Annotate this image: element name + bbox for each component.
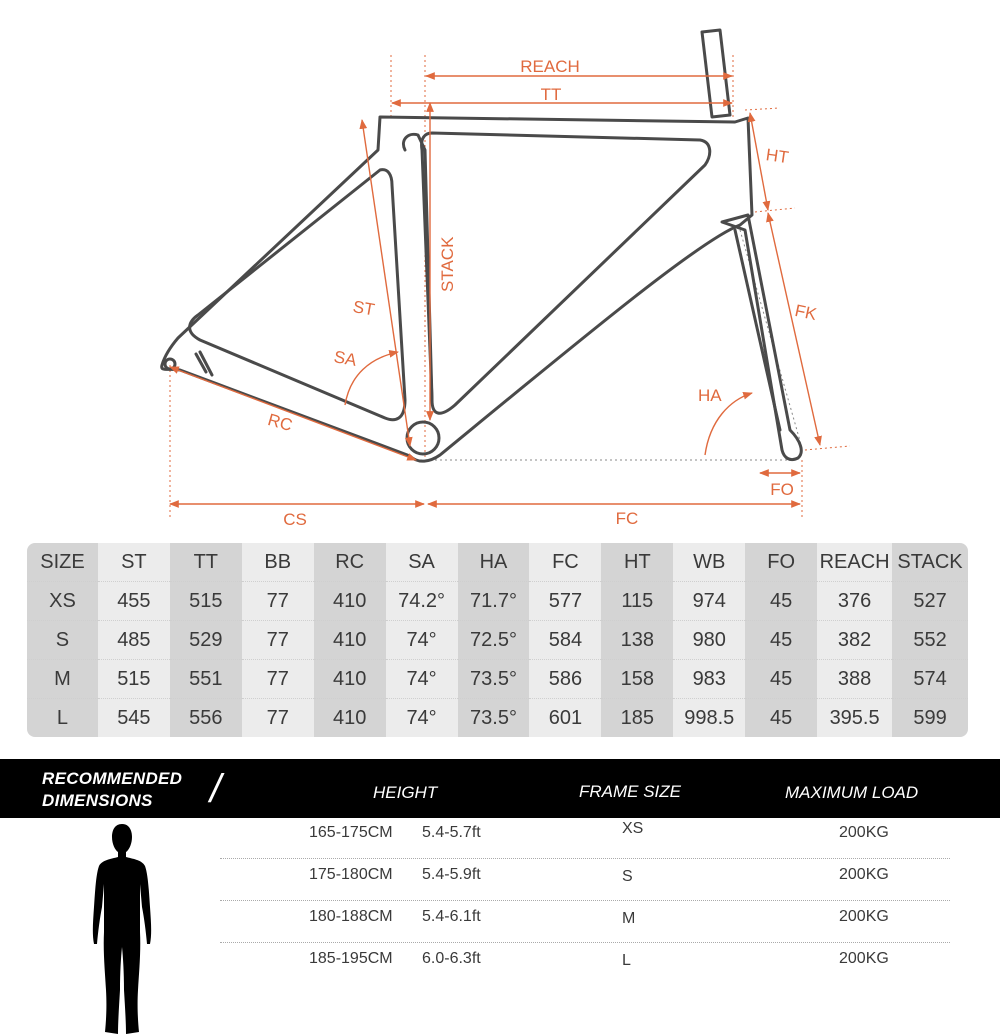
table-cell: 983 bbox=[673, 660, 745, 699]
table-cell: 395.5 bbox=[829, 706, 880, 729]
person-silhouette-icon bbox=[86, 822, 158, 1036]
table-cell: 485 bbox=[98, 621, 170, 660]
table-cell: 551 bbox=[170, 660, 242, 699]
table-cell: 77 bbox=[242, 660, 314, 699]
table-cell: 410 bbox=[314, 660, 386, 699]
table-cell: 601 bbox=[548, 706, 583, 729]
frame-size: XS bbox=[622, 820, 644, 837]
recommended-row bbox=[220, 900, 950, 943]
table-cell: 376 bbox=[817, 582, 892, 621]
table-cell: 388 bbox=[817, 660, 892, 699]
table-header-cell: TT bbox=[170, 543, 242, 582]
table-header-cell: STACK bbox=[892, 543, 968, 582]
recommended-title bbox=[42, 768, 182, 812]
table-column-tt bbox=[170, 543, 242, 737]
table-header-cell: FC bbox=[529, 543, 601, 582]
height-cm: 185-195CM bbox=[309, 950, 393, 967]
height-ft: 5.4-5.9ft bbox=[422, 866, 481, 883]
table-header-cell: RC bbox=[314, 543, 386, 582]
table-cell: 980 bbox=[673, 621, 745, 660]
table-column-ha bbox=[458, 543, 530, 737]
table-cell: 115 bbox=[601, 582, 673, 621]
height-ft: 5.4-6.1ft bbox=[422, 908, 481, 925]
table-cell: 974 bbox=[673, 582, 745, 621]
table-header-cell: WB bbox=[673, 543, 745, 582]
max-load: 200KG bbox=[839, 950, 889, 967]
table-cell: 515 bbox=[170, 582, 242, 621]
table-cell: 556 bbox=[189, 706, 223, 729]
table-cell: 577 bbox=[529, 582, 601, 621]
table-header-cell: REACH bbox=[817, 543, 892, 582]
height-ft: 5.4-5.7ft bbox=[422, 824, 481, 841]
table-header-cell: HT bbox=[601, 543, 673, 582]
table-cell: 410 bbox=[314, 582, 386, 621]
table-cell: 158 bbox=[601, 660, 673, 699]
label-fk: FK bbox=[793, 300, 819, 325]
table-cell: 515 bbox=[98, 660, 170, 699]
column-frame-size: FRAME SIZE bbox=[579, 782, 682, 801]
table-header-cell: SIZE bbox=[27, 543, 98, 582]
label-fo: FO bbox=[770, 480, 794, 499]
table-cell: 77 bbox=[242, 621, 314, 660]
table-cell: 77 bbox=[266, 706, 289, 729]
table-cell: 45 bbox=[745, 621, 817, 660]
height-cm: 180-188CM bbox=[309, 908, 393, 925]
table-header-cell: ST bbox=[98, 543, 170, 582]
table-cell: 73.5° bbox=[470, 706, 517, 729]
table-header-cell: HA bbox=[458, 543, 530, 582]
label-st: ST bbox=[351, 297, 377, 320]
label-ha: HA bbox=[698, 386, 722, 405]
table-cell: 74.2° bbox=[386, 582, 458, 621]
table-column-bb bbox=[242, 543, 314, 737]
geometry-table bbox=[27, 543, 968, 737]
frame-size: S bbox=[622, 868, 633, 885]
table-cell: 410 bbox=[332, 706, 367, 729]
recommended-header bbox=[0, 759, 1000, 818]
table-header-cell: BB bbox=[242, 543, 314, 582]
label-sa: SA bbox=[332, 347, 359, 370]
table-column-st bbox=[98, 543, 170, 737]
max-load: 200KG bbox=[839, 908, 889, 925]
table-cell: S bbox=[27, 621, 98, 660]
table-cell: 552 bbox=[892, 621, 968, 660]
table-column-reach bbox=[817, 543, 892, 737]
recommended-row bbox=[220, 816, 950, 859]
label-rc: RC bbox=[265, 410, 295, 436]
table-cell: 45 bbox=[745, 660, 817, 699]
table-column-fo bbox=[745, 543, 817, 737]
table-cell: 527 bbox=[892, 582, 968, 621]
table-column-stack bbox=[892, 543, 968, 737]
frame-size: M bbox=[622, 910, 636, 927]
table-cell: 45 bbox=[745, 582, 817, 621]
table-cell: 382 bbox=[817, 621, 892, 660]
label-cs: CS bbox=[283, 510, 307, 529]
table-cell: 185 bbox=[620, 706, 655, 729]
table-cell: 74° bbox=[406, 706, 437, 729]
table-cell: 45 bbox=[770, 706, 793, 729]
table-cell: 77 bbox=[242, 582, 314, 621]
table-cell: 410 bbox=[314, 621, 386, 660]
label-fc: FC bbox=[615, 509, 639, 528]
table-column-size bbox=[27, 543, 98, 737]
recommended-row bbox=[220, 858, 950, 901]
table-cell: 599 bbox=[913, 706, 947, 729]
table-cell: M bbox=[27, 660, 98, 699]
height-cm: 165-175CM bbox=[309, 824, 393, 841]
max-load: 200KG bbox=[839, 866, 889, 883]
table-cell: XS bbox=[27, 582, 98, 621]
table-cell: 74° bbox=[386, 621, 458, 660]
table-cell: 73.5° bbox=[458, 660, 530, 699]
label-tt: TT bbox=[540, 85, 562, 104]
table-cell: 584 bbox=[529, 621, 601, 660]
table-cell: 138 bbox=[601, 621, 673, 660]
label-reach: REACH bbox=[520, 57, 580, 76]
dimension-labels bbox=[266, 57, 819, 529]
recommended-title-line1: RECOMMENDED bbox=[42, 769, 183, 788]
recommended-row bbox=[220, 942, 950, 984]
height-ft: 6.0-6.3ft bbox=[422, 950, 481, 967]
label-ht: HT bbox=[764, 145, 790, 168]
max-load: 200KG bbox=[839, 824, 889, 841]
label-stack: STACK bbox=[438, 236, 457, 292]
column-maximum-load: MAXIMUM LOAD bbox=[785, 783, 919, 802]
table-cell: 574 bbox=[892, 660, 968, 699]
table-header-cell: FO bbox=[745, 543, 817, 582]
table-column-rc bbox=[314, 543, 386, 737]
table-cell: L bbox=[56, 706, 69, 729]
recommended-title-line2: DIMENSIONS bbox=[42, 791, 153, 810]
table-cell: 545 bbox=[117, 706, 151, 729]
column-height: HEIGHT bbox=[373, 783, 438, 802]
recommended-slash: / bbox=[210, 767, 222, 811]
table-column-sa bbox=[386, 543, 458, 737]
table-cell: 455 bbox=[98, 582, 170, 621]
table-cell: 72.5° bbox=[458, 621, 530, 660]
table-column-wb bbox=[673, 543, 745, 737]
table-cell: 74° bbox=[386, 660, 458, 699]
table-column-fc bbox=[529, 543, 601, 737]
table-cell: 998.5 bbox=[684, 706, 735, 729]
table-cell: 586 bbox=[529, 660, 601, 699]
height-cm: 175-180CM bbox=[309, 866, 393, 883]
table-cell: 529 bbox=[170, 621, 242, 660]
table-header-cell: SA bbox=[386, 543, 458, 582]
table-column-ht bbox=[601, 543, 673, 737]
table-cell: 71.7° bbox=[458, 582, 530, 621]
dimension-lines bbox=[170, 76, 820, 504]
frame-size: L bbox=[622, 952, 631, 969]
